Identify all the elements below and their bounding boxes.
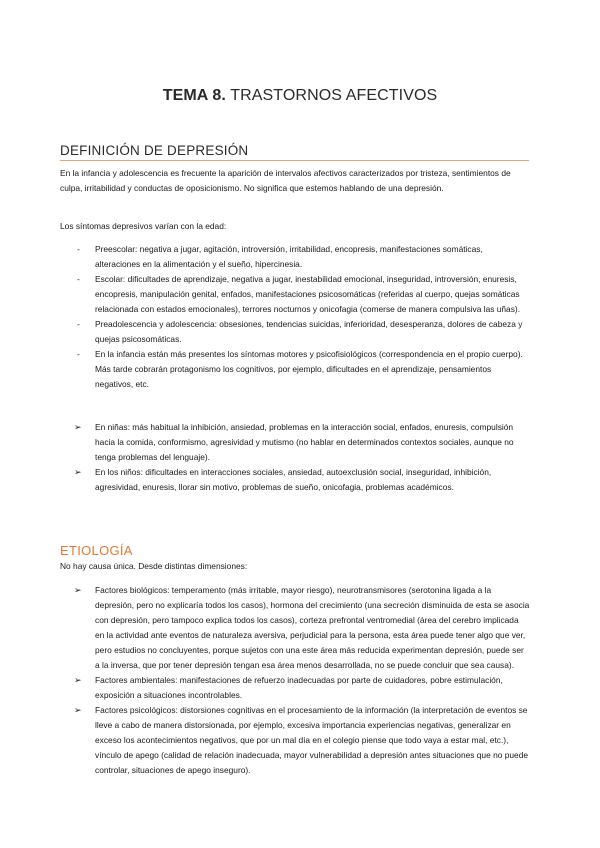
list-item: ➢ Factores biológicos: temperamento (más irritable, mayor riesgo), neurotransmisores (serotonina ligada a la depresión, pero no explicaría todos los casos), hormona del crecimiento (una secreción disminuida de esta se asocia con depresión, pero tampoco explica todos los casos), corteza prefrontal ventromedial (área del cerebro implicada en la actividad ante eventos de naturaleza aversiva, perjudicial para la persona, esta área puede tener algo que ver, pero estudios no concluyentes, porque sujetos con una este área más reducida experimentan depresión, puede ser a la inversa, que por tener depresión tengan esa área menos desarrollada, no se puede concluir que sea causa). bbox=[74, 585, 530, 670]
arrow-bullet-icon: ➢ bbox=[74, 675, 82, 685]
title-text: TRASTORNOS AFECTIVOS bbox=[225, 87, 438, 104]
list-item: - Escolar: dificultades de aprendizaje, negativa a jugar, inestabilidad emocional, inseguridad, introversión, enuresis, encopresis, manipulación genital, enfados, manifestaciones psicosomáticas (referidas al cuerpo, quejas somáticas relacionada con estados emocionales), terrores nocturnos y onicofagia (comerse de manera compulsiva las uñas). bbox=[77, 274, 521, 314]
list-item: ➢ En los niños: dificultades en interacciones sociales, ansiedad, autoexclusión social, inseguridad, inhibición, agresividad, enuresis, llorar sin motivo, problemas de sueño, onicofagia, problemas académicos. bbox=[74, 467, 492, 492]
page-title bbox=[0, 87, 600, 105]
title-number: TEMA 8. bbox=[162, 87, 226, 104]
gender-symptoms-list bbox=[74, 420, 530, 495]
intro-paragraph: En la infancia y adolescencia es frecuente la aparición de intervalos afectivos caracterizados por tristeza, sentimientos de culpa, irritabilidad y conductas de oposicionismo. No significa que estemos hablando de una depresión. bbox=[60, 168, 511, 193]
dash-marker: - bbox=[77, 244, 80, 254]
dash-marker: - bbox=[77, 274, 80, 284]
heading-underline bbox=[60, 160, 529, 161]
section-heading-etiologia: ETIOLOGÍA bbox=[60, 543, 133, 558]
list-item: ➢ Factores psicológicos: distorsiones cognitivas en el procesamiento de la información (la interpretación de eventos se lleve a cabo de manera distorsionada, por ejemplo, excesiva importancia experiencias negativas, generalizar en exceso los acontecimientos negativos, que por un mal día en el colegio piense que todo vaya a estar mal, etc.), vínculo de apego (calidad de relación inadecuada, mayor vulnerabilidad a depresión antes situaciones que no puede controlar, situaciones de apego inseguro). bbox=[74, 705, 529, 775]
arrow-bullet-icon: ➢ bbox=[74, 585, 82, 595]
dash-marker: - bbox=[77, 319, 80, 329]
arrow-bullet-icon: ➢ bbox=[74, 467, 82, 477]
etiology-lead: No hay causa única. Desde distintas dimensiones: bbox=[60, 561, 248, 571]
list-item: ➢ En niñas: más habitual la inhibición, ansiedad, problemas en la interacción social, enfados, enuresis, compulsión hacia la comida, conformismo, agresividad y mutismo (no hablar en determinados contextos sociales, aunque no tenga problemas del lenguaje). bbox=[74, 422, 514, 462]
section-heading-definicion: DEFINICIÓN DE DEPRESIÓN bbox=[60, 143, 249, 158]
arrow-bullet-icon: ➢ bbox=[74, 422, 82, 432]
dash-marker: - bbox=[77, 349, 80, 359]
list-item: ➢ Factores ambientales: manifestaciones de refuerzo inadecuadas por parte de cuidadores, pobre estimulación, exposición a situaciones incontrolables. bbox=[74, 675, 503, 700]
list-item: - Preadolescencia y adolescencia: obsesiones, tendencias suicidas, inferioridad, desesperanza, dolores de cabeza y quejas psicosomáticas. bbox=[77, 319, 523, 344]
arrow-bullet-icon: ➢ bbox=[74, 705, 82, 715]
age-symptoms-list bbox=[77, 242, 530, 392]
symptoms-lead: Los síntomas depresivos varían con la edad: bbox=[60, 221, 227, 231]
etiology-factors-list bbox=[74, 583, 530, 778]
list-item: - Preescolar: negativa a jugar, agitación, introversión, irritabilidad, encopresis, manifestaciones somáticas, alteraciones en la alimentación y el sueño, hipercinesia. bbox=[77, 244, 483, 269]
list-item: - En la infancia están más presentes los síntomas motores y psicofisiológicos (correspondencia en el propio cuerpo). Más tarde cobrarán protagonismo los cognitivos, por ejemplo, dificultades en el aprendizaje, pensamientos negativos, etc. bbox=[77, 349, 523, 389]
